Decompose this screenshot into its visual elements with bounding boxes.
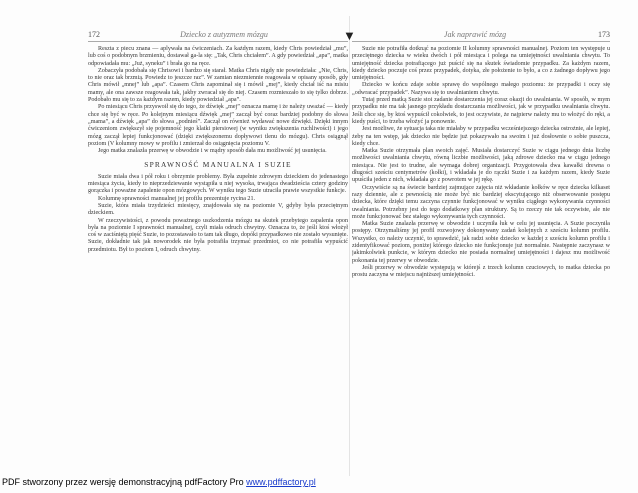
footer-link[interactable]: www.pdffactory.pl: [246, 477, 316, 487]
pdf-footer: [2, 477, 316, 487]
right-running-title: Jak naprawić mózg: [443, 30, 507, 39]
paragraph: Oczywiście są na świecie bardziej zajmujące zajęcia niż wkładanie kołków w ręce dziecka kilkaset razy dziennie, ale z pewnością nie może być nic bardziej ekscytującego niż obserwowanie postępu dziecka, które dzięki temu zaczyna czynnie funkcjonować w wyniku ciągłego wykonywania czynności uwalniania. Potrzebny jest do tego dodatkowy plan struktury. Są to rzeczy nie tak oczywiste, ale nie może funkcjonować bez stałego wykonywania tych czynności.: [352, 184, 610, 220]
left-page: [88, 30, 348, 460]
paragraph: Kolumnę sprawności manualnej jej profilu prezentuje rycina 21.: [98, 195, 256, 202]
paragraph: Suzie, która miała trzydzieści miesięcy, znajdowała się na poziomie V, gdyby była przeciętnym dzieckiem.: [88, 202, 348, 217]
section-heading: SPRAWNOŚĆ MANUALNA I SUZIE: [144, 160, 292, 170]
paragraph: Suzie miała dwa i pół roku i obrzymie problemy. Była zupełnie zdrowym dzieckiem do jedenastego miesiąca życia, kiedy to nieprzedziewanie wystąpiła u niej wysoka, trwająca dwadzieścia cztery godziny gorączka i poważne zapalenie opon mózgowych. W wyniku tego Suzie utraciła prawie wszystkie funkcje.: [88, 173, 348, 195]
left-page-header: [88, 30, 348, 42]
page-gutter: [349, 16, 350, 476]
right-page-text: [352, 46, 610, 280]
right-page: [352, 30, 610, 460]
paragraph: Matka Suzie otrzymała plan swoich zajęć. Musiała dostarczyć Suzie w ciągu jednego dnia liczbę możliwości uwalniania chwytu, równą liczbie możliwości, jaką zdrowe dziecko ma w ciągu jednego miesiąca. Nie jest to trudne, ale wymaga dobrej organizacji. Przygotowała dwa kawałki drewna o długości sześciu centymetrów (kołki), i wkładała je do rączki Suzie i za każdym razem, kiedy Suzie upuściła jeden z nich, wkładała go z powrotem w jej rękę.: [352, 148, 610, 184]
paragraph: Jeśli przerwy w obwodzie występują w którejś z trzech kolumn czuciowych, to matka dziecka po prostu zaczyna w miejscu najniższej umiejętności.: [352, 264, 610, 279]
arrow-marker-icon: ▼: [343, 28, 356, 43]
paragraph: Suzie nie potrafiła dotknąć na poziomie II kolumny sprawności manualnej. Poziom ten występuje u przeciętnego dziecka w wieku dwóch i pół miesiąca i polega na umiejętności uwalniania chwytu. To umiejętność dziecka potrafiącego już puścić się na skutek świadomie przypadku. Za każdym razem, kiedy dziecko poczuje coś przez przypadek, dotyka, złe położenie to było, a co z żadnego dopływu jego umiejętności.: [352, 46, 610, 82]
paragraph: Matka Suzie znalazła przerwę w obwodzie i uczyniła łuk w celu jej usunięcia. A Suzie poczyniła postępy. Otrzymaliśmy jej profil rozwojowy dokonywany zadań kolejnych z sześciu kolumn profilu. Wszystko, co należy uczynić, to sprawdzić, jak radzi sobie dziecko w każdej z sześciu kolumn profilu i zidentyfikować poziom, poniżej którego dziecko nie funkcjonuje już normalnie. Następnie zaczynasz w jakimkolwiek punkcie, w którym dziecko nie posiada normalnej umiejętności i dajesz mu możliwość pokonania tej przerwy w obwodzie.: [352, 221, 610, 264]
right-page-header: [352, 30, 610, 42]
left-page-number: 172: [88, 30, 100, 39]
paragraph: Reszta z piecu znana — aplywała na ćwiczeniach. Za każdym razem, kiedy Chris powiedział „mu”, lub coś o podobnym brzmieniu, dostawał ga-la się: „Tak, Chris chciałem”. A gdy powiedział „apa”, matka odpowiadała mu: „Już, syneku” i brała go na ręce.: [88, 46, 348, 67]
paragraph: W rzeczywistości, z powodu poważnego uszkodzenia mózgu na skutek przebytego zapalenia opon była na poziomie I sprawności manualnej, czyli miała odruch chwytny. Oznacza to, że jeśli ktoś włożył coś w zaciśniętą pięść Suzie, to pozostawało to tam tak długo, dopóki przypadkowo nie zostało wysunięte. Suzie, dokładnie tak jak noworodek nie była potrafiła trzymać przedmiot, co nie potrafiła wypuścić przedmiotu. Był to poziom I, odruch chwytny.: [88, 217, 348, 253]
left-running-title: Dziecko z autyzmem mózgu: [180, 30, 268, 39]
paragraph: Zobaczyła podobała się Chrisowi i bardzo się starał. Matka Chris nigdy nie powiedziała: „Nie, Chris, to nie oraz tak brzmią. Powiedz to jeszcze raz”. W zamian niezmiennie reagowała w opisany sposób, gdy Chris mówił „mnej” lub „apa”. Czasem Chris zapominał się i mówił „mej”, kiedy chciał iść na misiu mamy, ale ona zawsze reagowała tak, jakby zwracał się do niej. Czasem rozmieszało to się tylko dobrze. Podobało mu się to za każdym razem, kiedy powiedział „apa”.: [88, 67, 348, 104]
left-page-text: [88, 46, 348, 254]
paragraph: Jest możliwe, że sytuacja taka nie miałaby w przypadku wcześniejszego dziecka ostrożnie, ale lepiej, żeby na ten wstęp, jak dziecko nie będzie już pokazywało na swoim i już dosłownie o sobie puszcza, kiedy chce.: [352, 126, 610, 147]
paragraph: Dziecko w końcu zdaje sobie sprawę do wspólnego małego poziomu: że przypadki i oczy się „odwracać przypadek”. Nazywa się to uwalnianiem chwytu.: [352, 82, 610, 96]
paragraph: Jego matka znalazła przerwę w obwodzie i w mądry sposób dała mu możliwość jej usunięcia.: [98, 148, 327, 155]
paragraph: Tutaj przed matką Suzie stoi zadanie dostarczenia jej coraz okazji do uwalniania. W sposób, w mym przypadku nie ma tak jasnego przykładu dostarczania możliwości, jak w przypadku uwalniania chwytu. Jeśli chce się, by ktoś wypuścił cokolwiek, to jest oczywiste, że najpierw należy mu to włożyć do ręki, a kiedy puści, to trzeba włożyć ja ponownie.: [352, 97, 610, 125]
right-page-number: 173: [598, 30, 610, 39]
paragraph: Po miesiącu Chris przyswoił się do tego, że dźwięk „mej” oznacza mamę i że należy uważać — kiedy chce się być w ręce. Po kolejnym miesiącu dźwięk „mej” zaczął być coraz bardziej podobny do słowa „mama”, a dźwięk „apa” do słowa „podnieś”. Zaczął on również wydawać nowe dźwięki. Dzięki innym ćwiczeniom zwiększył się pojemność jego klatki piersiowej (w wyniku zwiększenia ruchliwości) i jego mózg zaczął lepiej funkcjonować (dzięki zwiększonemu dopływowi tlenu do mózgu). Chris osiągnął poziom (V kolumny mowy w profilu i zmierzał do osiągnięcia poziomu V.: [88, 104, 348, 147]
footer-text: PDF stworzony przez wersję demonstracyjną pdfFactory Pro: [2, 477, 247, 487]
